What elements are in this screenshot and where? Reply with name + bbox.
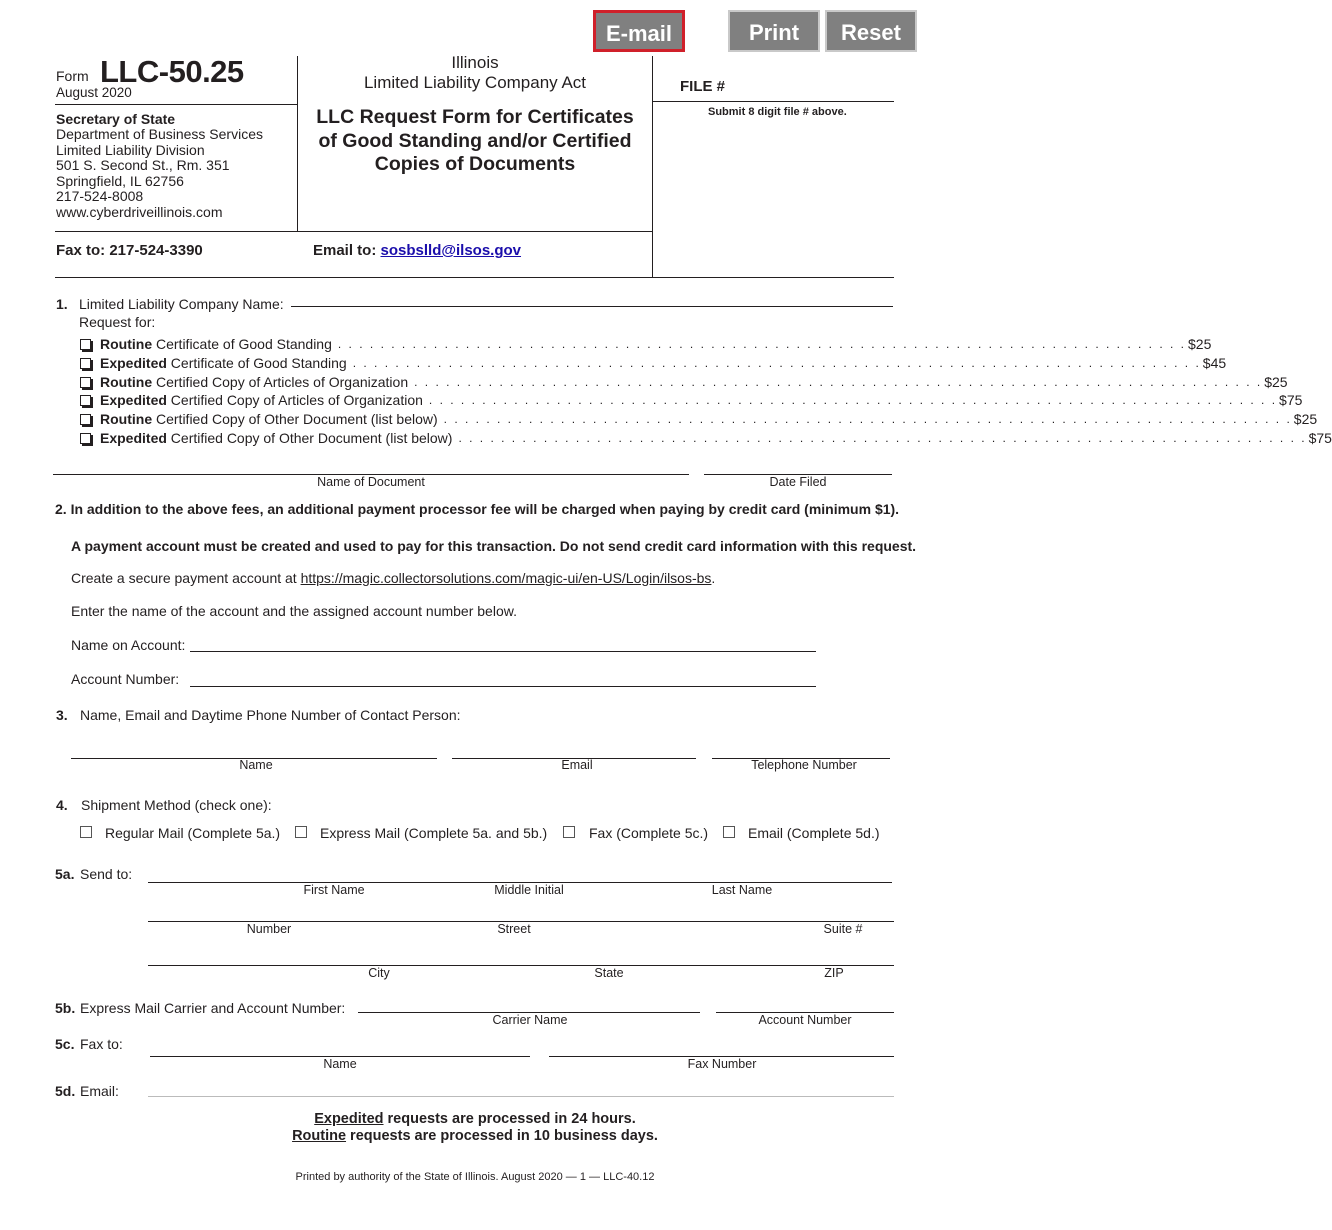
llc-name-label: Limited Liability Company Name: <box>79 296 284 312</box>
account-number-input[interactable] <box>190 686 816 687</box>
address-line: Springfield, IL 62756 <box>56 172 184 189</box>
divider <box>55 277 894 278</box>
shipment-option-label: Regular Mail (Complete 5a.) <box>105 825 281 841</box>
routine-note: Routine requests are processed in 10 business days. <box>292 1128 658 1144</box>
address-line: 501 S. Second St., Rm. 351 <box>56 157 230 174</box>
title-line: Copies of Documents <box>374 153 576 175</box>
email-label: Email: <box>80 1083 119 1099</box>
fax-checkbox[interactable] <box>563 826 575 838</box>
create-account-text: Create a secure payment account at https://magic.collectorsolutions.com/magic-ui/en-US/Login/ilsos-bs. <box>71 570 716 586</box>
reset-button[interactable]: Reset <box>825 10 917 52</box>
shipment-label: Shipment Method (check one): <box>81 797 272 813</box>
middle-initial-caption: Middle Initial <box>494 883 564 897</box>
zip-caption: ZIP <box>824 966 844 980</box>
address-line: www.cyberdriveillinois.com <box>56 203 223 220</box>
send-to-label: Send to: <box>80 866 133 882</box>
section-1-number: 1. <box>56 296 68 312</box>
contact-name-caption: Name <box>239 758 273 772</box>
dot-leader: . . . . . . . . . . . . . . . . . . . . . . . . . . . . . . . . . . . . . . . . . . . . . . . . . . . . . . . . . . . . . . . . . . . . . . . . . . . . . . . . <box>352 356 1201 370</box>
email-input[interactable] <box>148 1096 894 1097</box>
payment-link[interactable]: https://magic.collectorsolutions.com/magic-ui/en-US/Login/ilsos-bs <box>300 570 712 586</box>
address-line: Department of Business Services <box>56 126 263 142</box>
file-label: FILE # <box>680 78 726 95</box>
office-title: Secretary of State <box>56 111 176 127</box>
request-label: Expedited Certified Copy of Articles of Organization <box>100 392 423 408</box>
first-name-caption: First Name <box>303 883 365 897</box>
header-act <box>298 53 652 93</box>
form-date: August 2020 <box>56 85 132 100</box>
street-caption: Street <box>497 922 531 936</box>
checkbox[interactable] <box>80 377 91 388</box>
last-name-caption: Last Name <box>711 883 773 897</box>
email-link[interactable]: sosbslld@ilsos.gov <box>380 242 522 259</box>
address-line: 217-524-8008 <box>56 188 144 205</box>
checkbox[interactable] <box>80 433 91 444</box>
address-line: Limited Liability Division <box>56 141 205 158</box>
email-button[interactable]: E-mail <box>593 10 685 52</box>
section-5a-number: 5a. <box>55 866 75 882</box>
checkbox[interactable] <box>80 395 91 406</box>
request-option[interactable] <box>80 354 1227 372</box>
fax-number-caption: Fax Number <box>687 1057 757 1071</box>
enter-account-note: Enter the name of the account and the assigned account number below. <box>71 603 517 619</box>
printed-by: Printed by authority of the State of Illinois. August 2020 — 1 — LLC-40.12 <box>295 1171 655 1183</box>
file-input[interactable] <box>653 101 894 102</box>
number-caption: Number <box>246 922 292 936</box>
checkbox[interactable] <box>80 414 91 425</box>
file-hint: Submit 8 digit file # above. <box>708 106 847 118</box>
dot-leader: . . . . . . . . . . . . . . . . . . . . . . . . . . . . . . . . . . . . . . . . . . . . . . . . . . . . . . . . . . . . . . . . . . . . . . . . . . . . . . . . <box>428 393 1278 407</box>
regular-mail-checkbox[interactable] <box>80 826 92 838</box>
page-title <box>298 106 652 177</box>
fax-number: Fax to: 217-524-3390 <box>56 242 203 259</box>
request-price: $45 <box>1202 355 1227 371</box>
dot-leader: . . . . . . . . . . . . . . . . . . . . . . . . . . . . . . . . . . . . . . . . . . . . . . . . . . . . . . . . . . . . . . . . . . . . . . . . . . . . . . . . <box>414 375 1263 389</box>
section-4-number: 4. <box>56 797 68 813</box>
state-name: Illinois <box>451 53 499 72</box>
suite-caption: Suite # <box>823 922 863 936</box>
act-name: Limited Liability Company Act <box>363 73 587 92</box>
request-option[interactable] <box>80 429 1332 447</box>
email-checkbox[interactable] <box>723 826 735 838</box>
print-button[interactable]: Print <box>728 10 820 52</box>
name-on-account-label: Name on Account: <box>71 637 186 653</box>
office-address <box>56 127 263 221</box>
checkbox[interactable] <box>80 358 91 369</box>
request-price: $75 <box>1279 392 1303 408</box>
divider <box>55 104 297 105</box>
request-option[interactable] <box>80 335 1212 353</box>
request-price: $25 <box>1264 374 1288 390</box>
contact-email-caption: Email <box>561 758 593 772</box>
date-filed-caption: Date Filed <box>769 475 827 489</box>
dot-leader: . . . . . . . . . . . . . . . . . . . . . . . . . . . . . . . . . . . . . . . . . . . . . . . . . . . . . . . . . . . . . . . . . . . . . . . . . . . . . . . . <box>443 412 1292 426</box>
llc-name-input[interactable] <box>291 306 893 307</box>
email-contact <box>313 242 521 259</box>
request-label: Expedited Certificate of Good Standing <box>100 355 347 371</box>
request-label: Routine Certified Copy of Articles of Organization <box>100 374 409 390</box>
request-label: Expedited Certified Copy of Other Document (list below) <box>100 430 453 446</box>
express-mail-checkbox[interactable] <box>295 826 307 838</box>
request-option[interactable] <box>80 391 1303 409</box>
title-line: LLC Request Form for Certificates <box>316 106 634 128</box>
shipment-option-label: Express Mail (Complete 5a. and 5b.) <box>320 825 548 841</box>
city-state-zip-input[interactable] <box>148 965 894 966</box>
contact-phone-caption: Telephone Number <box>751 758 857 772</box>
request-option[interactable] <box>80 373 1288 391</box>
request-price: $75 <box>1308 430 1332 446</box>
request-price: $25 <box>1188 336 1212 352</box>
request-label: Routine Certified Copy of Other Document (list below) <box>100 411 438 427</box>
account-note: A payment account must be created and used to pay for this transaction. Do not send credit card information with this request. <box>71 538 917 554</box>
state-caption: State <box>594 966 624 980</box>
expedited-note: Expedited requests are processed in 24 hours. <box>314 1111 636 1127</box>
fax-to-label: Fax to: <box>80 1036 123 1052</box>
dot-leader: . . . . . . . . . . . . . . . . . . . . . . . . . . . . . . . . . . . . . . . . . . . . . . . . . . . . . . . . . . . . . . . . . . . . . . . . . . . . . . . . <box>337 337 1186 351</box>
contact-label: Name, Email and Daytime Phone Number of Contact Person: <box>80 707 461 723</box>
fee-note: 2. In addition to the above fees, an additional payment processor fee will be charged when paying by credit card (minimum $1). <box>55 501 900 517</box>
divider <box>55 231 653 232</box>
city-caption: City <box>368 966 390 980</box>
shipment-option-label: Fax (Complete 5c.) <box>589 825 709 841</box>
document-name-caption: Name of Document <box>317 475 425 489</box>
request-for-label: Request for: <box>79 314 156 330</box>
processing-note <box>0 1111 950 1145</box>
request-price: $25 <box>1293 411 1318 427</box>
form-number: LLC-50.25 <box>100 54 244 89</box>
section-3-number: 3. <box>56 707 68 723</box>
carrier-account-caption: Account Number <box>758 1013 852 1027</box>
email-label: Email to: <box>313 242 381 259</box>
section-5c-number: 5c. <box>55 1036 75 1052</box>
request-option[interactable] <box>80 410 1318 428</box>
title-line: of Good Standing and/or Certified <box>318 129 632 152</box>
account-number-label: Account Number: <box>71 671 180 687</box>
dot-leader: . . . . . . . . . . . . . . . . . . . . . . . . . . . . . . . . . . . . . . . . . . . . . . . . . . . . . . . . . . . . . . . . . . . . . . . . . . . . . . . . <box>458 431 1307 445</box>
section-5d-number: 5d. <box>55 1083 76 1099</box>
checkbox[interactable] <box>80 339 91 350</box>
carrier-name-caption: Carrier Name <box>492 1013 568 1027</box>
request-label: Routine Certificate of Good Standing <box>100 336 332 352</box>
fax-name-caption: Name <box>323 1057 357 1071</box>
shipment-option-label: Email (Complete 5d.) <box>748 825 880 841</box>
section-5b-number: 5b. <box>55 1000 76 1016</box>
divider <box>652 56 653 278</box>
name-on-account-input[interactable] <box>190 651 816 652</box>
form-prefix: Form <box>56 68 89 84</box>
express-carrier-label: Express Mail Carrier and Account Number: <box>80 1000 346 1016</box>
